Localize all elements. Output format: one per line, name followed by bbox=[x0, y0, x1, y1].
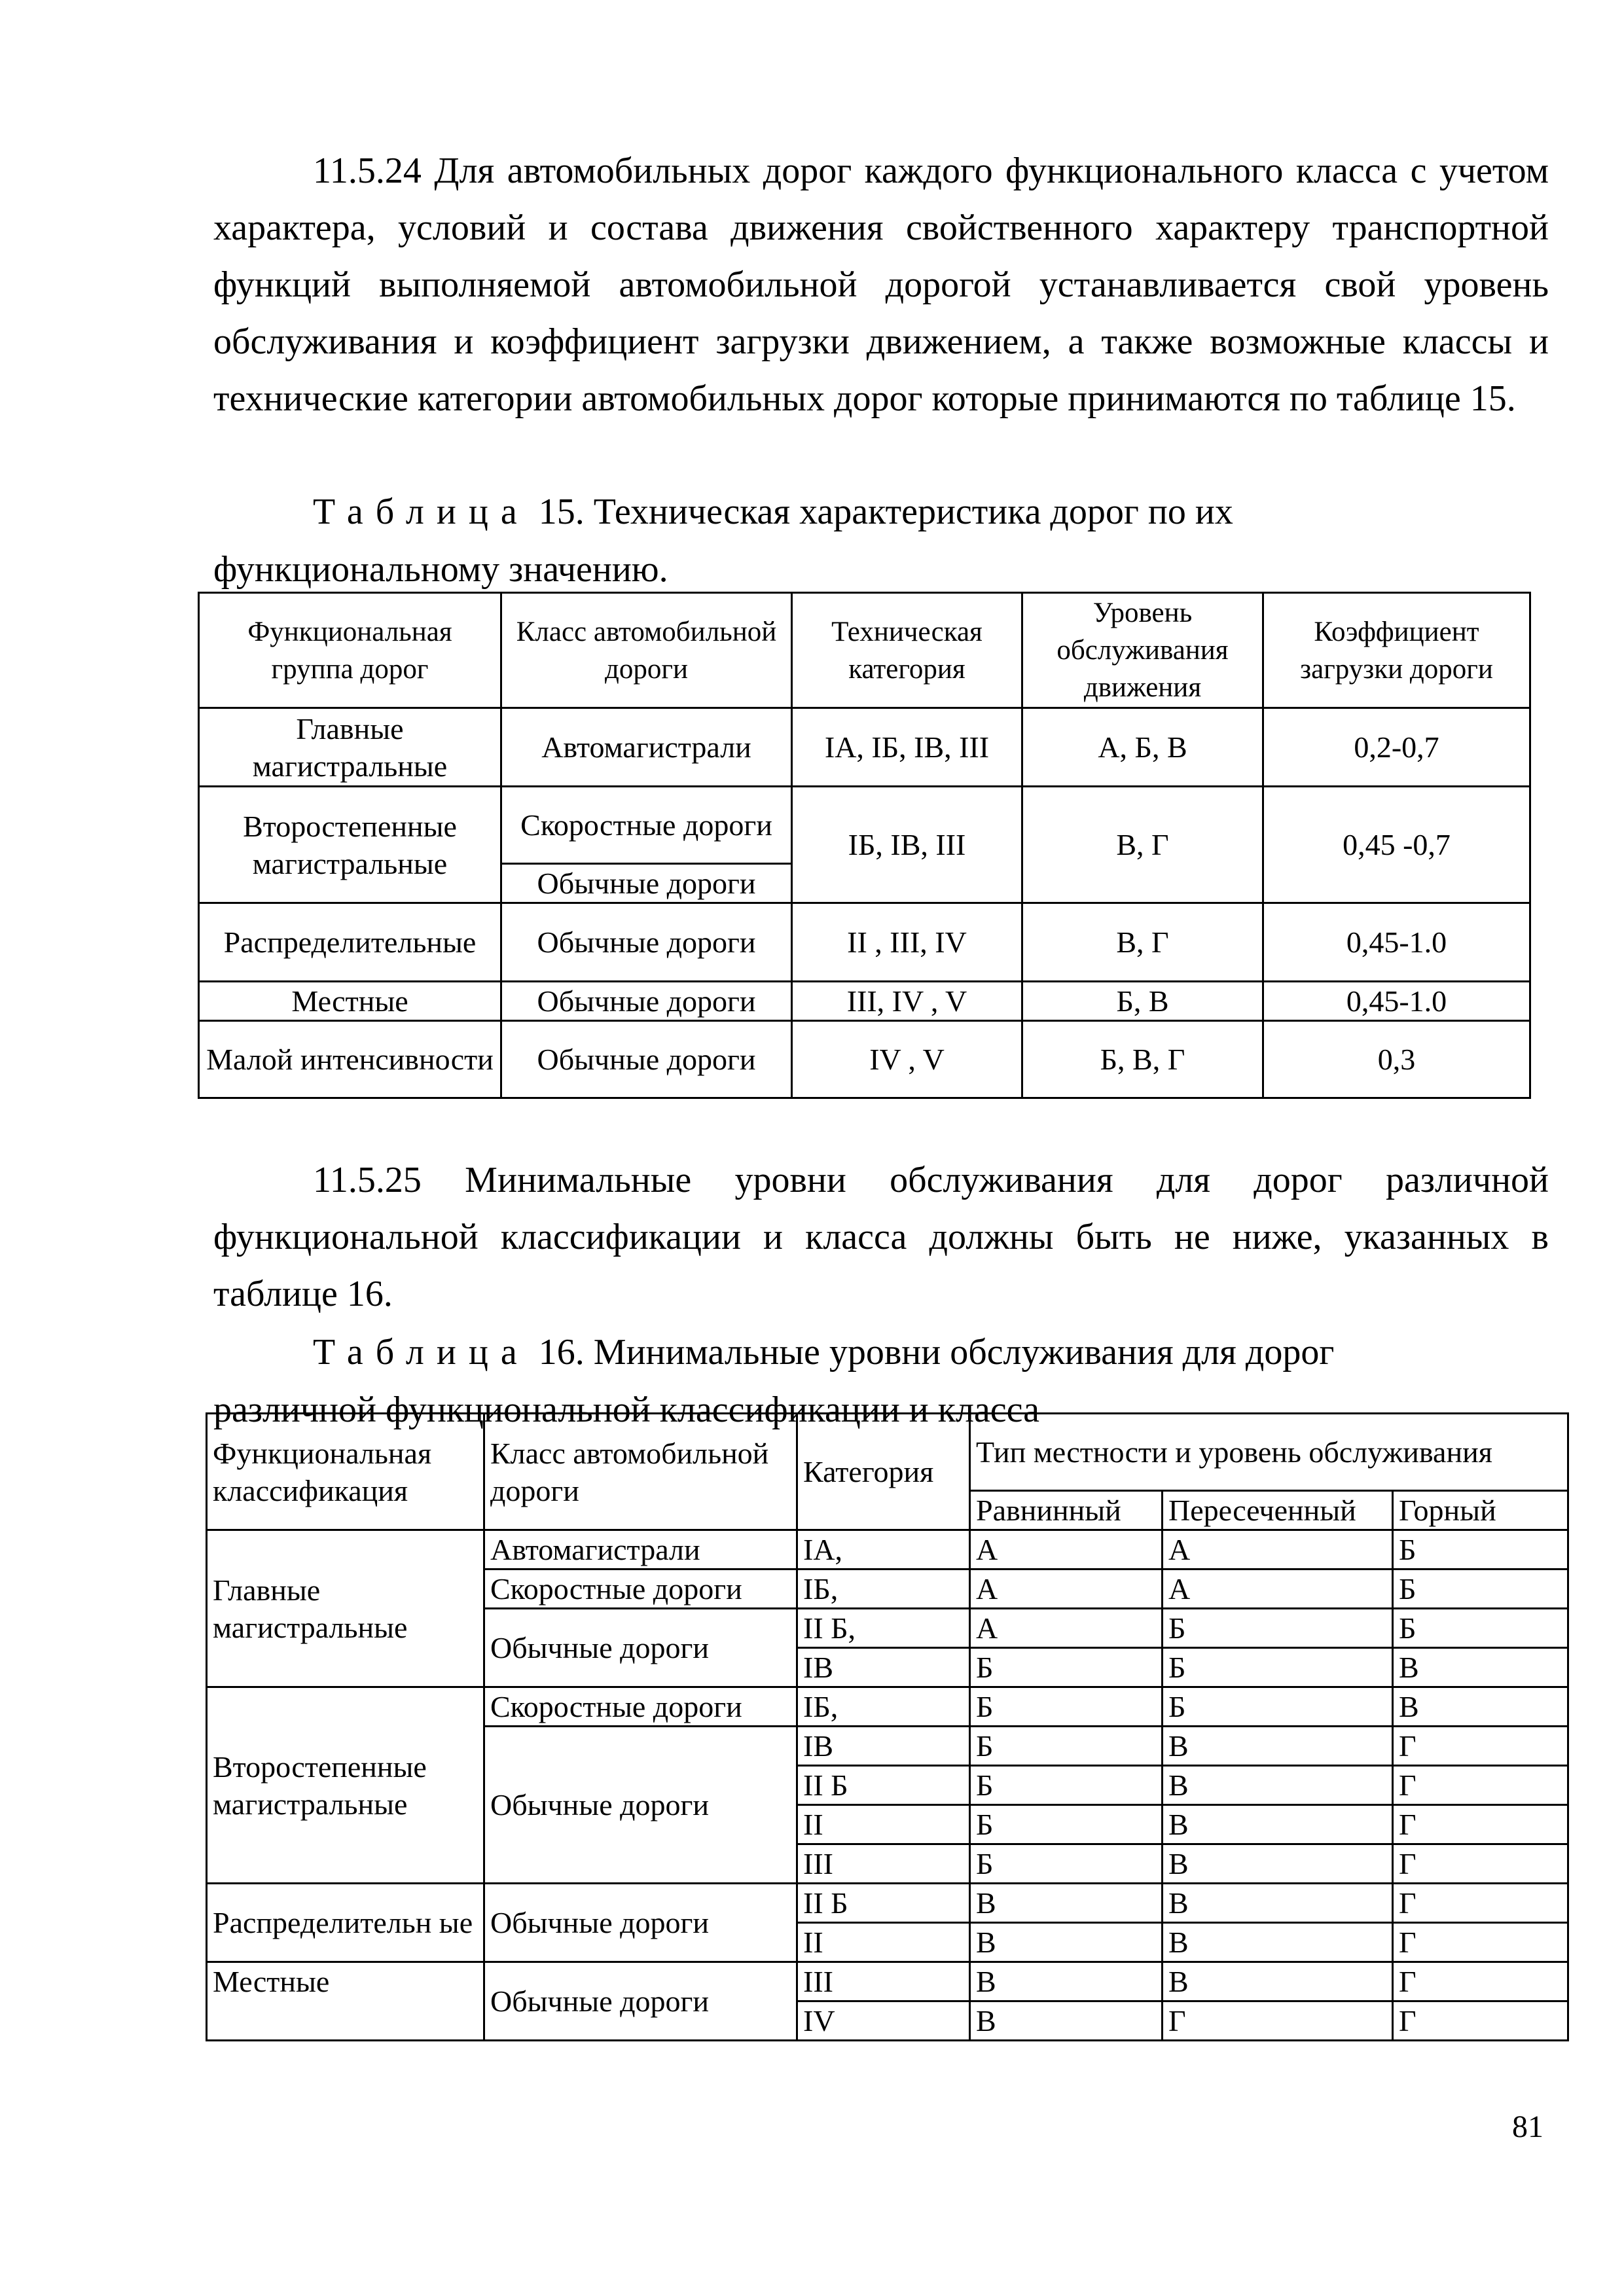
cell-coef: 0,45 -0,7 bbox=[1263, 787, 1530, 903]
cell-flat: Б bbox=[970, 1648, 1163, 1687]
table-row bbox=[207, 1962, 1568, 2001]
cell-mountain: Б bbox=[1393, 1609, 1568, 1648]
header-coef: Коэффициент загрузки дороги bbox=[1263, 593, 1530, 708]
cell-class: Обычные дороги bbox=[484, 1884, 797, 1962]
cell-category: IA, IБ, IB, III bbox=[792, 708, 1022, 787]
cell-class: Скоростные дороги bbox=[484, 1570, 797, 1609]
paragraph-11-5-25-text: функциональной классификации и класса должны быть не ниже, указанных в таблице 16. bbox=[213, 1217, 1549, 1314]
cell-mountain: Г bbox=[1393, 1923, 1568, 1962]
cell-category: IV bbox=[797, 2001, 970, 2041]
table-15-caption-word: Таблица bbox=[313, 492, 530, 532]
cell-coef: 0,2-0,7 bbox=[1263, 708, 1530, 787]
cell-group: Местные bbox=[199, 982, 501, 1021]
table-16-caption-title: 16. Минимальные уровни обслуживания для дорог bbox=[529, 1332, 1335, 1372]
cell-rugged: Б bbox=[1163, 1648, 1393, 1687]
cell-group: Второстепенные магистральные bbox=[199, 787, 501, 903]
cell-class: Обычные дороги bbox=[501, 864, 792, 903]
cell-category: III bbox=[797, 1962, 970, 2001]
table-16-caption-word: Таблица bbox=[313, 1332, 530, 1372]
cell-class: Скоростные дороги bbox=[484, 1687, 797, 1727]
paragraph-11-5-24 bbox=[213, 143, 1549, 427]
cell-category: IБ, bbox=[797, 1687, 970, 1727]
paragraph-11-5-24-first-line: 11.5.24 Для автомобильных дорог каждого функционального класса с bbox=[313, 151, 1427, 191]
table-row bbox=[199, 708, 1530, 787]
table-row bbox=[207, 1530, 1568, 1570]
header-classification: Функциональная классификация bbox=[207, 1414, 484, 1530]
cell-rugged: В bbox=[1163, 1923, 1393, 1962]
cell-class: Обычные дороги bbox=[484, 1962, 797, 2041]
cell-flat: В bbox=[970, 1923, 1163, 1962]
cell-flat: Б bbox=[970, 1687, 1163, 1727]
cell-class: Обычные дороги bbox=[501, 903, 792, 982]
cell-level: А, Б, В bbox=[1022, 708, 1263, 787]
header-group: Функциональная группа дорог bbox=[199, 593, 501, 708]
cell-mountain: Г bbox=[1393, 1844, 1568, 1884]
cell-flat: Б bbox=[970, 1766, 1163, 1805]
cell-class: Обычные дороги bbox=[484, 1727, 797, 1884]
cell-rugged: В bbox=[1163, 1962, 1393, 2001]
table-15-caption-title: 15. Техническая характеристика дорог по их bbox=[529, 492, 1233, 532]
cell-rugged: А bbox=[1163, 1570, 1393, 1609]
cell-category: IB bbox=[797, 1727, 970, 1766]
cell-rugged: В bbox=[1163, 1844, 1393, 1884]
cell-flat: А bbox=[970, 1609, 1163, 1648]
cell-rugged: Б bbox=[1163, 1609, 1393, 1648]
cell-category: II bbox=[797, 1805, 970, 1844]
header-flat: Равнинный bbox=[970, 1491, 1163, 1530]
cell-class: Обычные дороги bbox=[501, 1021, 792, 1098]
cell-mountain: Г bbox=[1393, 1805, 1568, 1844]
cell-rugged: Б bbox=[1163, 1687, 1393, 1727]
cell-category: II Б, bbox=[797, 1609, 970, 1648]
cell-mountain: Г bbox=[1393, 2001, 1568, 2041]
cell-category: II Б bbox=[797, 1766, 970, 1805]
table-15-caption bbox=[213, 483, 1549, 598]
cell-mountain: Г bbox=[1393, 1884, 1568, 1923]
cell-rugged: В bbox=[1163, 1727, 1393, 1766]
cell-group-distribution: Распределительн ые bbox=[207, 1884, 484, 1962]
table-row bbox=[199, 982, 1530, 1021]
cell-mountain: Г bbox=[1393, 1962, 1568, 2001]
cell-flat: В bbox=[970, 1884, 1163, 1923]
cell-rugged: В bbox=[1163, 1766, 1393, 1805]
cell-rugged: В bbox=[1163, 1884, 1393, 1923]
cell-category: II bbox=[797, 1923, 970, 1962]
cell-group: Главные магистральные bbox=[199, 708, 501, 787]
header-mountain: Горный bbox=[1393, 1491, 1568, 1530]
header-level: Уровень обслуживания движения bbox=[1022, 593, 1263, 708]
paragraph-11-5-25 bbox=[213, 1152, 1549, 1323]
cell-category: IБ, bbox=[797, 1570, 970, 1609]
cell-class: Обычные дороги bbox=[501, 982, 792, 1021]
cell-group-local: Местные bbox=[207, 1962, 484, 2041]
cell-level: Б, В bbox=[1022, 982, 1263, 1021]
cell-category: III, IV , V bbox=[792, 982, 1022, 1021]
cell-level: В, Г bbox=[1022, 787, 1263, 903]
cell-category: II , III, IV bbox=[792, 903, 1022, 982]
cell-flat: Б bbox=[970, 1844, 1163, 1884]
cell-rugged: А bbox=[1163, 1530, 1393, 1570]
table-row bbox=[199, 903, 1530, 982]
cell-flat: Б bbox=[970, 1805, 1163, 1844]
table-16 bbox=[206, 1412, 1569, 2041]
cell-class: Автомагистрали bbox=[501, 708, 792, 787]
cell-class: Автомагистрали bbox=[484, 1530, 797, 1570]
header-class: Класс автомобильной дороги bbox=[484, 1414, 797, 1530]
table-row bbox=[199, 1021, 1530, 1098]
header-terrain: Тип местности и уровень обслуживания bbox=[970, 1414, 1568, 1491]
cell-flat: А bbox=[970, 1530, 1163, 1570]
header-rugged: Пересеченный bbox=[1163, 1491, 1393, 1530]
table-row bbox=[199, 593, 1530, 708]
cell-mountain: Г bbox=[1393, 1727, 1568, 1766]
cell-rugged: В bbox=[1163, 1805, 1393, 1844]
table-row bbox=[199, 787, 1530, 864]
header-class: Класс автомобильной дороги bbox=[501, 593, 792, 708]
cell-coef: 0,45-1.0 bbox=[1263, 903, 1530, 982]
cell-category: IB bbox=[797, 1648, 970, 1687]
cell-category: IБ, IB, III bbox=[792, 787, 1022, 903]
cell-group: Малой интенсивности bbox=[199, 1021, 501, 1098]
cell-coef: 0,3 bbox=[1263, 1021, 1530, 1098]
cell-rugged: Г bbox=[1163, 2001, 1393, 2041]
table-row bbox=[207, 1414, 1568, 1491]
cell-mountain: В bbox=[1393, 1648, 1568, 1687]
table-16-caption-line2: различной функциональной классификации и класса bbox=[213, 1390, 1040, 1430]
cell-level: В, Г bbox=[1022, 903, 1263, 982]
cell-group: Распределительные bbox=[199, 903, 501, 982]
paragraph-11-5-24-text: учетом характера, условий и состава движения свойственного характеру транспортной функций выполняемой автомобильной дорогой устанавливается свой уровень обслуживания и коэффициент загрузки движением, а также возможные классы и технические категории автомобильных дорог которые принимаются по таблице 15. bbox=[213, 151, 1549, 419]
cell-category: IA, bbox=[797, 1530, 970, 1570]
cell-level: Б, В, Г bbox=[1022, 1021, 1263, 1098]
cell-mountain: Б bbox=[1393, 1570, 1568, 1609]
cell-flat: А bbox=[970, 1570, 1163, 1609]
page-number: 81 bbox=[1512, 2109, 1543, 2144]
table-row bbox=[207, 1884, 1568, 1923]
cell-mountain: В bbox=[1393, 1687, 1568, 1727]
header-category: Категория bbox=[797, 1414, 970, 1530]
cell-category: IV , V bbox=[792, 1021, 1022, 1098]
cell-mountain: Б bbox=[1393, 1530, 1568, 1570]
cell-category: II Б bbox=[797, 1884, 970, 1923]
cell-group-secondary: Второстепенные магистральные bbox=[207, 1687, 484, 1884]
cell-class: Скоростные дороги bbox=[501, 787, 792, 864]
cell-flat: В bbox=[970, 2001, 1163, 2041]
table-row bbox=[207, 1687, 1568, 1727]
cell-mountain: Г bbox=[1393, 1766, 1568, 1805]
table-15-caption-line2: функциональному значению. bbox=[213, 549, 668, 590]
table-15 bbox=[198, 592, 1531, 1099]
paragraph-11-5-25-first-line: 11.5.25 Минимальные уровни обслуживания для дорог различной bbox=[313, 1160, 1549, 1200]
cell-coef: 0,45-1.0 bbox=[1263, 982, 1530, 1021]
header-category: Техническая категория bbox=[792, 593, 1022, 708]
cell-flat: В bbox=[970, 1962, 1163, 2001]
cell-group-main: Главные магистральные bbox=[207, 1530, 484, 1687]
cell-class: Обычные дороги bbox=[484, 1609, 797, 1687]
cell-category: III bbox=[797, 1844, 970, 1884]
cell-flat: Б bbox=[970, 1727, 1163, 1766]
